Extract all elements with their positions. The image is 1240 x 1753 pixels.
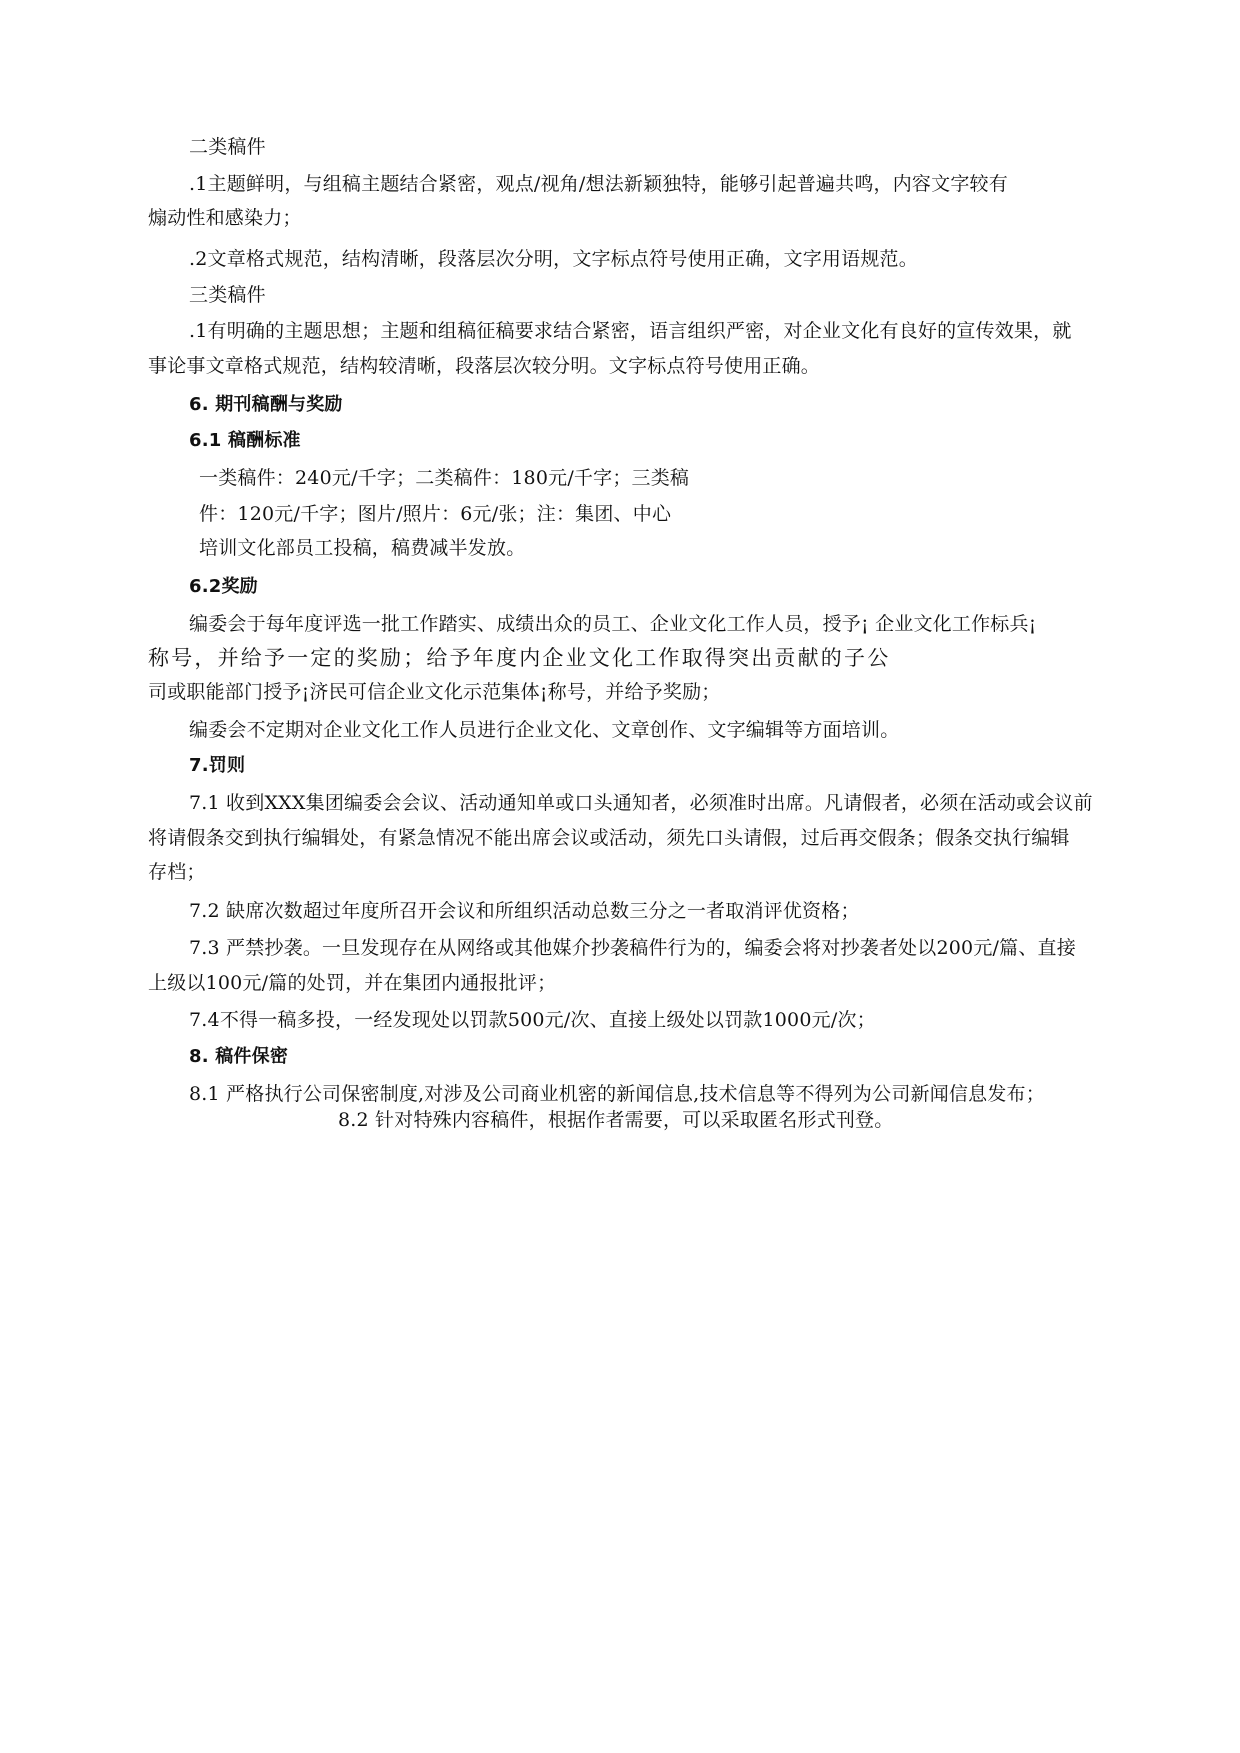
pay-standard-line3: 培训文化部员工投稿，稿费减半发放。: [199, 537, 526, 559]
class2-item1-line1: .1主题鲜明，与组稿主题结合紧密，观点/视角/想法新颖独特，能够引起普遍共鸣，内容文字较有: [189, 173, 1008, 195]
rule-7-3-line1: 7.3 严禁抄袭。一旦发现存在从网络或其他媒介抄袭稿件行为的，编委会将对抄袭者处以200元/篇、直接: [189, 937, 1076, 959]
class3-item1-line1: .1有明确的主题思想；主题和组稿征稿要求结合紧密，语言组织严密，对企业文化有良好的宣传效果，就: [189, 320, 1072, 342]
class3-item1-line2: 事论事文章格式规范，结构较清晰，段落层次较分明。文字标点符号使用正确。: [148, 355, 821, 377]
heading-8: 8. 稿件保密: [189, 1046, 289, 1067]
award-line2: 称号，并给予一定的奖励；给予年度内企业文化工作取得突出贡献的子公: [148, 646, 891, 670]
award-line3: 司或职能部门授予¡济民可信企业文化示范集体¡称号，并给予奖励；: [148, 681, 721, 703]
section-title-class2: 二类稿件: [189, 136, 266, 158]
pay-standard-line2: 件：120元/千字；图片/照片：6元/张；注：集团、中心: [199, 503, 672, 525]
heading-6-2: 6.2奖励: [189, 576, 258, 597]
rule-7-2: 7.2 缺席次数超过年度所召开会议和所组织活动总数三分之一者取消评优资格；: [189, 900, 860, 922]
rule-8-2: 8.2 针对特殊内容稿件，根据作者需要，可以采取匿名形式刊登。: [338, 1109, 894, 1131]
heading-7: 7.罚则: [189, 755, 246, 776]
pay-standard-line1: 一类稿件：240元/千字；二类稿件：180元/千字；三类稿: [199, 467, 690, 489]
rule-7-1-line1: 7.1 收到XXX集团编委会会议、活动通知单或口头通知者，必须准时出席。凡请假者，必须在活动或会议前: [189, 792, 1093, 814]
rule-7-4: 7.4不得一稿多投，一经发现处以罚款500元/次、直接上级处以罚款1000元/次；: [189, 1009, 876, 1031]
award-line1: 编委会于每年度评选一批工作踏实、成绩出众的员工、企业文化工作人员，授予¡ 企业文化工作标兵¡: [189, 613, 1037, 635]
rule-7-1-line3: 存档；: [148, 861, 206, 883]
rule-7-1-line2: 将请假条交到执行编辑处，有紧急情况不能出席会议或活动，须先口头请假，过后再交假条；假条交执行编辑: [148, 827, 1070, 849]
training-line: 编委会不定期对企业文化工作人员进行企业文化、文章创作、文字编辑等方面培训。: [189, 719, 900, 741]
class2-item2: .2文章格式规范，结构清晰，段落层次分明，文字标点符号使用正确，文字用语规范。: [189, 248, 918, 270]
heading-6-1: 6.1 稿酬标准: [189, 430, 301, 451]
section-title-class3: 三类稿件: [189, 284, 266, 306]
class2-item1-line2: 煽动性和感染力；: [148, 207, 302, 229]
heading-6: 6. 期刊稿酬与奖励: [189, 394, 343, 415]
rule-7-3-line2: 上级以100元/篇的处罚，并在集团内通报批评；: [148, 972, 557, 994]
rule-8-1: 8.1 严格执行公司保密制度,对涉及公司商业机密的新闻信息,技术信息等不得列为公司新闻信息发布；: [189, 1083, 1045, 1105]
